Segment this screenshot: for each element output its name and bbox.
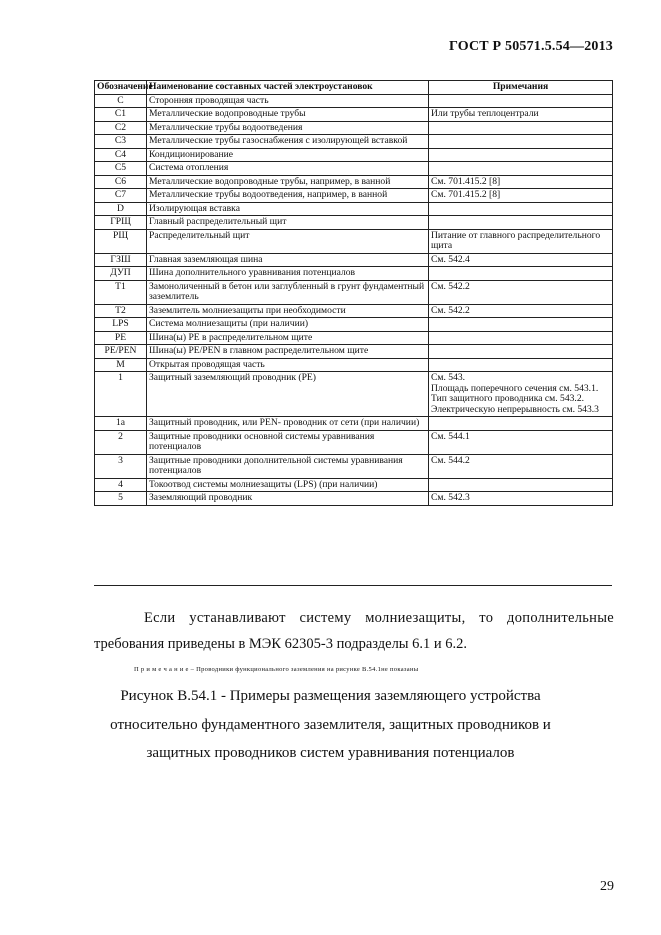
table-row (95, 148, 613, 162)
cell-name: Сторонняя проводящая часть (147, 94, 429, 108)
cell-code: M (95, 358, 147, 372)
table-row (95, 175, 613, 189)
cell-note (429, 135, 613, 149)
cell-note: См. 701.415.2 [8] (429, 189, 613, 203)
cell-name: Изолирующая вставка (147, 202, 429, 216)
cell-note (429, 318, 613, 332)
figure-caption-line-1: Рисунок В.54.1 - Примеры размещения заземляющего устройства (120, 688, 541, 704)
paragraph-line-1: Если устанавливают систему молниезащиты, то дополнительные (144, 610, 614, 626)
cell-code: T1 (95, 280, 147, 304)
cell-name: Металлические водопроводные трубы, например, в ванной (147, 175, 429, 189)
cell-code: C (95, 94, 147, 108)
cell-name: Токоотвод системы молниезащиты (LPS) (при наличии) (147, 478, 429, 492)
cell-name: Система отопления (147, 162, 429, 176)
cell-name: Главная заземляющая шина (147, 253, 429, 267)
cell-note (429, 358, 613, 372)
table-row (95, 121, 613, 135)
figure-caption-line-2: относительно фундаментного заземлителя, защитных проводников и (110, 717, 551, 733)
figure-note: П р и м е ч а н и е – Проводники функционального заземления на рисунке В.54.1не показаны (134, 666, 419, 673)
cell-code: C2 (95, 121, 147, 135)
cell-note (429, 148, 613, 162)
cell-note: См. 543. Площадь поперечного сечения см. 543.1. Тип защитного проводника см. 543.2. Электрическую непрерывность см. 543.3 (429, 372, 613, 417)
cell-code: ДУП (95, 267, 147, 281)
cell-name: Защитный проводник, или PEN- проводник от сети (при наличии) (147, 417, 429, 431)
cell-name: Защитные проводники основной системы уравнивания потенциалов (147, 430, 429, 454)
cell-code: 5 (95, 492, 147, 506)
cell-name: Металлические водопроводные трубы (147, 108, 429, 122)
cell-note (429, 202, 613, 216)
table-row (95, 358, 613, 372)
table-row (95, 94, 613, 108)
cell-note (429, 216, 613, 230)
table-row (95, 318, 613, 332)
cell-name: Заземлитель молниезащиты при необходимости (147, 304, 429, 318)
cell-note: См. 544.2 (429, 454, 613, 478)
table-body (95, 94, 613, 505)
cell-name: Заземляющий проводник (147, 492, 429, 506)
table-row (95, 454, 613, 478)
table-row (95, 108, 613, 122)
cell-name: Шина(ы) PE/PEN в главном распределительном щите (147, 345, 429, 359)
cell-name: Система молниезащиты (при наличии) (147, 318, 429, 332)
page-number: 29 (600, 879, 614, 894)
table-row (95, 162, 613, 176)
cell-code: T2 (95, 304, 147, 318)
cell-code: C7 (95, 189, 147, 203)
cell-note (429, 478, 613, 492)
cell-name: Кондиционирование (147, 148, 429, 162)
table-row (95, 331, 613, 345)
cell-note: См. 701.415.2 [8] (429, 175, 613, 189)
cell-note (429, 94, 613, 108)
header-name: Наименование составных частей электроустановок (147, 81, 429, 95)
cell-note (429, 417, 613, 431)
table-row (95, 492, 613, 506)
table-row (95, 280, 613, 304)
table-row (95, 304, 613, 318)
cell-code: ГЗШ (95, 253, 147, 267)
cell-note: См. 542.3 (429, 492, 613, 506)
cell-note: См. 542.4 (429, 253, 613, 267)
document-code-header: ГОСТ Р 50571.5.54—2013 (448, 39, 613, 54)
table-row (95, 372, 613, 417)
header-notes: Примечания (429, 81, 613, 95)
cell-name: Защитные проводники дополнительной системы уравнивания потенциалов (147, 454, 429, 478)
cell-name: Металлические трубы водоотведения, например, в ванной (147, 189, 429, 203)
table-header-row (95, 81, 613, 95)
cell-code: PE/PEN (95, 345, 147, 359)
table-row (95, 417, 613, 431)
cell-code: 1a (95, 417, 147, 431)
figure-caption-line-3: защитных проводников систем уравнивания потенциалов (146, 745, 515, 761)
cell-code: C1 (95, 108, 147, 122)
cell-name: Защитный заземляющий проводник (PE) (147, 372, 429, 417)
cell-name: Шина дополнительного уравнивания потенциалов (147, 267, 429, 281)
cell-code: 1 (95, 372, 147, 417)
cell-code: C4 (95, 148, 147, 162)
cell-name: Металлические трубы газоснабжения с изолирующей вставкой (147, 135, 429, 149)
cell-code: C6 (95, 175, 147, 189)
table-row (95, 189, 613, 203)
cell-code: D (95, 202, 147, 216)
table-row (95, 229, 613, 253)
table-row (95, 253, 613, 267)
cell-note (429, 162, 613, 176)
table-row (95, 478, 613, 492)
cell-note (429, 121, 613, 135)
components-table (94, 80, 613, 506)
cell-note: Или трубы теплоцентрали (429, 108, 613, 122)
cell-code: 2 (95, 430, 147, 454)
table-row (95, 430, 613, 454)
cell-note: См. 542.2 (429, 280, 613, 304)
cell-note: Питание от главного распределительного щита (429, 229, 613, 253)
table-row (95, 216, 613, 230)
header-code: Обозначение (95, 81, 147, 95)
cell-note (429, 345, 613, 359)
cell-code: ГРЩ (95, 216, 147, 230)
cell-code: РЩ (95, 229, 147, 253)
cell-note: См. 542.2 (429, 304, 613, 318)
cell-code: PE (95, 331, 147, 345)
cell-note (429, 331, 613, 345)
cell-name: Замоноличенный в бетон или заглубленный в грунт фундаментный заземлитель (147, 280, 429, 304)
cell-name: Главный распределительный щит (147, 216, 429, 230)
table-row (95, 135, 613, 149)
table-row (95, 267, 613, 281)
cell-name: Открытая проводящая часть (147, 358, 429, 372)
table-row (95, 345, 613, 359)
cell-note: См. 544.1 (429, 430, 613, 454)
table-bottom-rule (94, 585, 612, 586)
cell-code: LPS (95, 318, 147, 332)
paragraph-line-2: требования приведены в МЭК 62305-3 подразделы 6.1 и 6.2. (94, 636, 468, 652)
cell-code: 4 (95, 478, 147, 492)
cell-name: Распределительный щит (147, 229, 429, 253)
table-row (95, 202, 613, 216)
cell-code: C5 (95, 162, 147, 176)
cell-note (429, 267, 613, 281)
cell-code: 3 (95, 454, 147, 478)
cell-name: Шина(ы) PE в распределительном щите (147, 331, 429, 345)
cell-name: Металлические трубы водоотведения (147, 121, 429, 135)
cell-code: C3 (95, 135, 147, 149)
